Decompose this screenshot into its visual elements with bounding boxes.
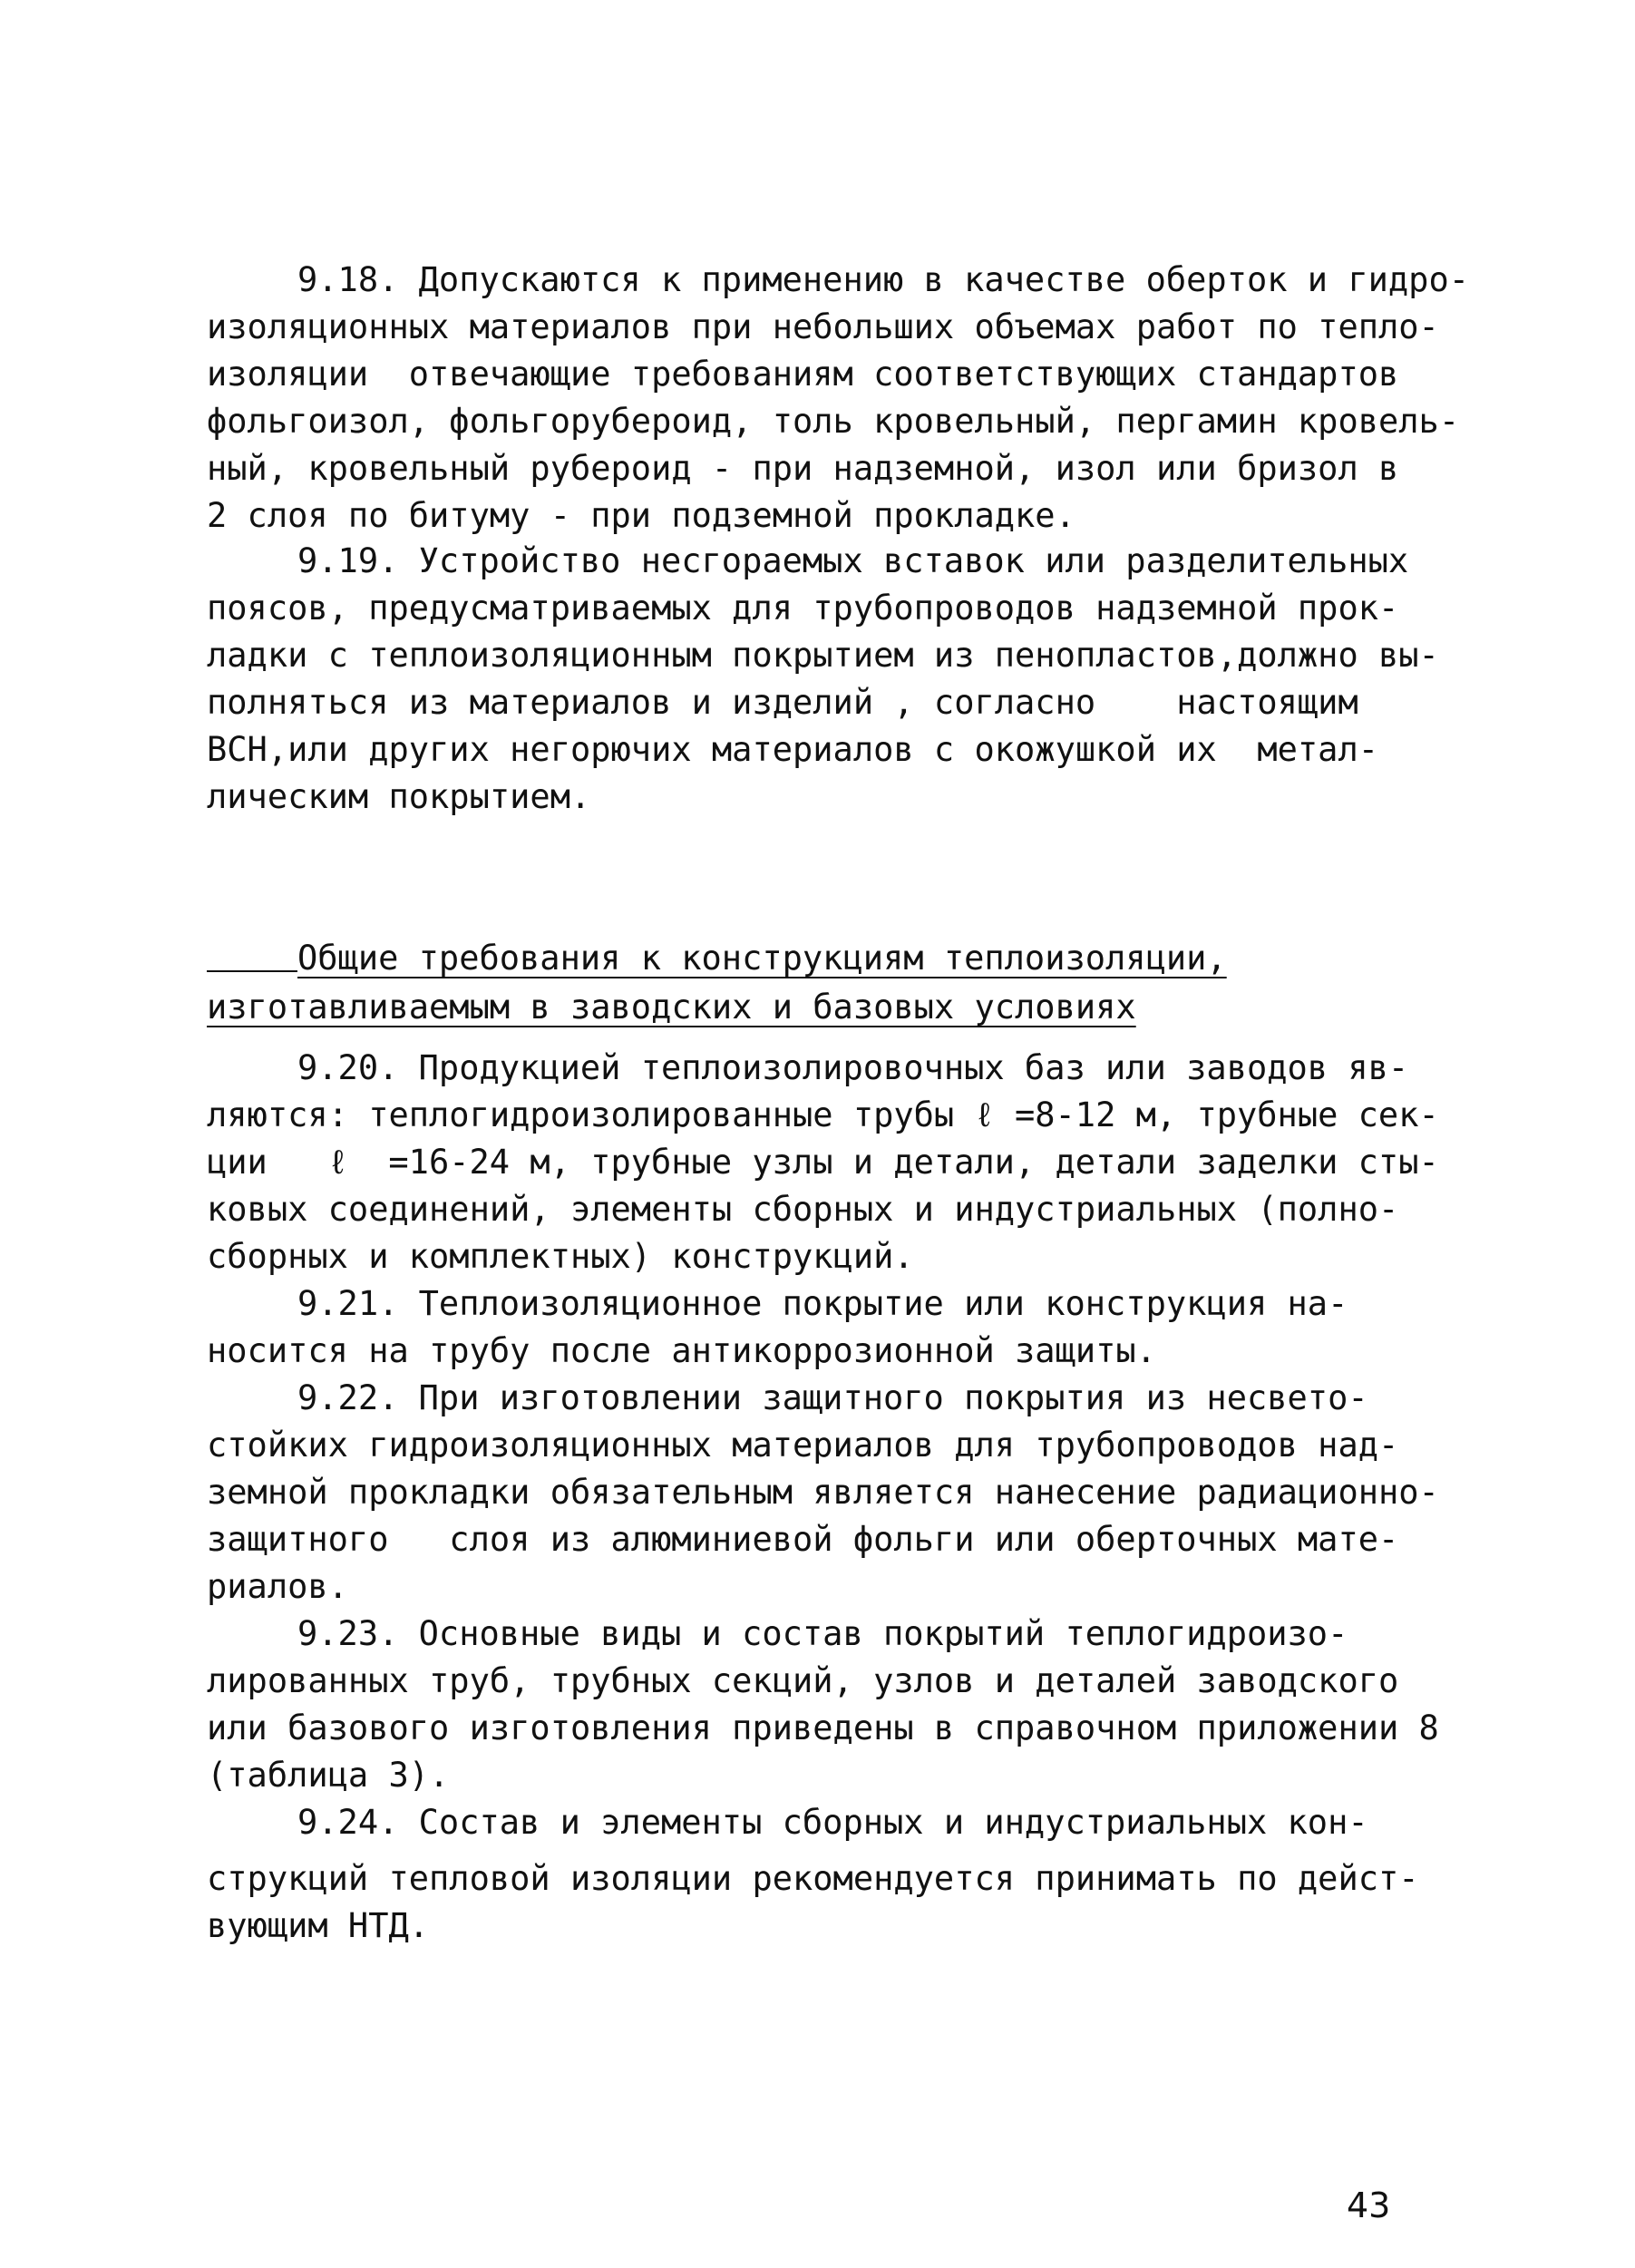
para-9-24-line: струкций тепловой изоляции рекомендуется принимать по дейст- — [207, 1859, 1419, 1898]
para-9-23-line: или базового изготовления приведены в справочном приложении 8 — [207, 1708, 1439, 1747]
para-9-22-line: риалов. — [207, 1567, 348, 1606]
para-9-24-line: вующим НТД. — [207, 1906, 430, 1945]
para-9-19-line: ладки с теплоизоляционным покрытием из пенопластов,должно вы- — [207, 636, 1439, 675]
section-heading-line-1 — [207, 934, 1227, 983]
para-9-22-line: 9.22. При изготовлении защитного покрытия из несвето- — [297, 1378, 1368, 1417]
para-9-18-line: ный, кровельный рубероид - при надземной, изол или бризол в — [207, 449, 1399, 488]
para-9-19-line: лическим покрытием. — [207, 777, 591, 816]
para-9-19-line: ВСН,или других негорючих материалов с окожушкой их метал- — [207, 730, 1379, 769]
para-9-18-line: 9.18. Допускаются к применению в качестве оберток и гидро- — [297, 260, 1470, 299]
page-number: 43 — [1347, 2185, 1391, 2225]
para-9-23-line: (таблица 3). — [207, 1756, 450, 1795]
para-9-18-line: 2 слоя по битуму - при подземной прокладке. — [207, 496, 1075, 535]
para-9-20-line: 9.20. Продукцией теплоизолировочных баз или заводов яв- — [297, 1048, 1409, 1087]
para-9-21-line: 9.21. Теплоизоляционное покрытие или конструкция на- — [297, 1284, 1348, 1323]
section-heading-line-1-text: Общие требования к конструкциям теплоизоляции, — [297, 939, 1227, 978]
para-9-18-line: изоляции отвечающие требованиям соответствующих стандартов — [207, 355, 1399, 394]
para-9-24-line: 9.24. Состав и элементы сборных и индустриальных кон- — [297, 1803, 1368, 1842]
para-9-20-line: ковых соединений, элементы сборных и индустриальных (полно- — [207, 1190, 1399, 1229]
para-9-21-line: носится на трубу после антикоррозионной защиты. — [207, 1331, 1156, 1370]
para-9-20-line: ляются: теплогидроизолированные трубы ℓ =8-12 м, трубные сек- — [207, 1095, 1439, 1134]
heading-leader-rule — [207, 934, 297, 972]
para-9-22-line: защитного слоя из алюминиевой фольги или оберточных мате- — [207, 1520, 1399, 1559]
para-9-18-line: фольгоизол, фольгорубероид, толь кровельный, пергамин кровель- — [207, 402, 1460, 441]
para-9-23-line: лированных труб, трубных секций, узлов и деталей заводского — [207, 1661, 1399, 1700]
para-9-22-line: стойких гидроизоляционных материалов для трубопроводов над- — [207, 1426, 1399, 1465]
para-9-19-line: полняться из материалов и изделий , согласно настоящим — [207, 683, 1358, 722]
para-9-19-line: поясов, предусматриваемых для трубопроводов надземной прок- — [207, 589, 1399, 628]
para-9-23-line: 9.23. Основные виды и состав покрытий теплогидроизо- — [297, 1614, 1348, 1653]
para-9-20-line: сборных и комплектных) конструкций. — [207, 1237, 914, 1276]
section-heading-line-2: изготавливаемым в заводских и базовых условиях — [207, 988, 1136, 1027]
para-9-20-line: ции ℓ =16-24 м, трубные узлы и детали, детали заделки сты- — [207, 1143, 1439, 1182]
section-heading — [207, 934, 1227, 1032]
para-9-18-line: изоляционных материалов при небольших объемах работ по тепло- — [207, 307, 1439, 346]
para-9-19-line: 9.19. Устройство несгораемых вставок или разделительных — [297, 541, 1409, 580]
para-9-22-line: земной прокладки обязательным является нанесение радиационно- — [207, 1473, 1439, 1512]
